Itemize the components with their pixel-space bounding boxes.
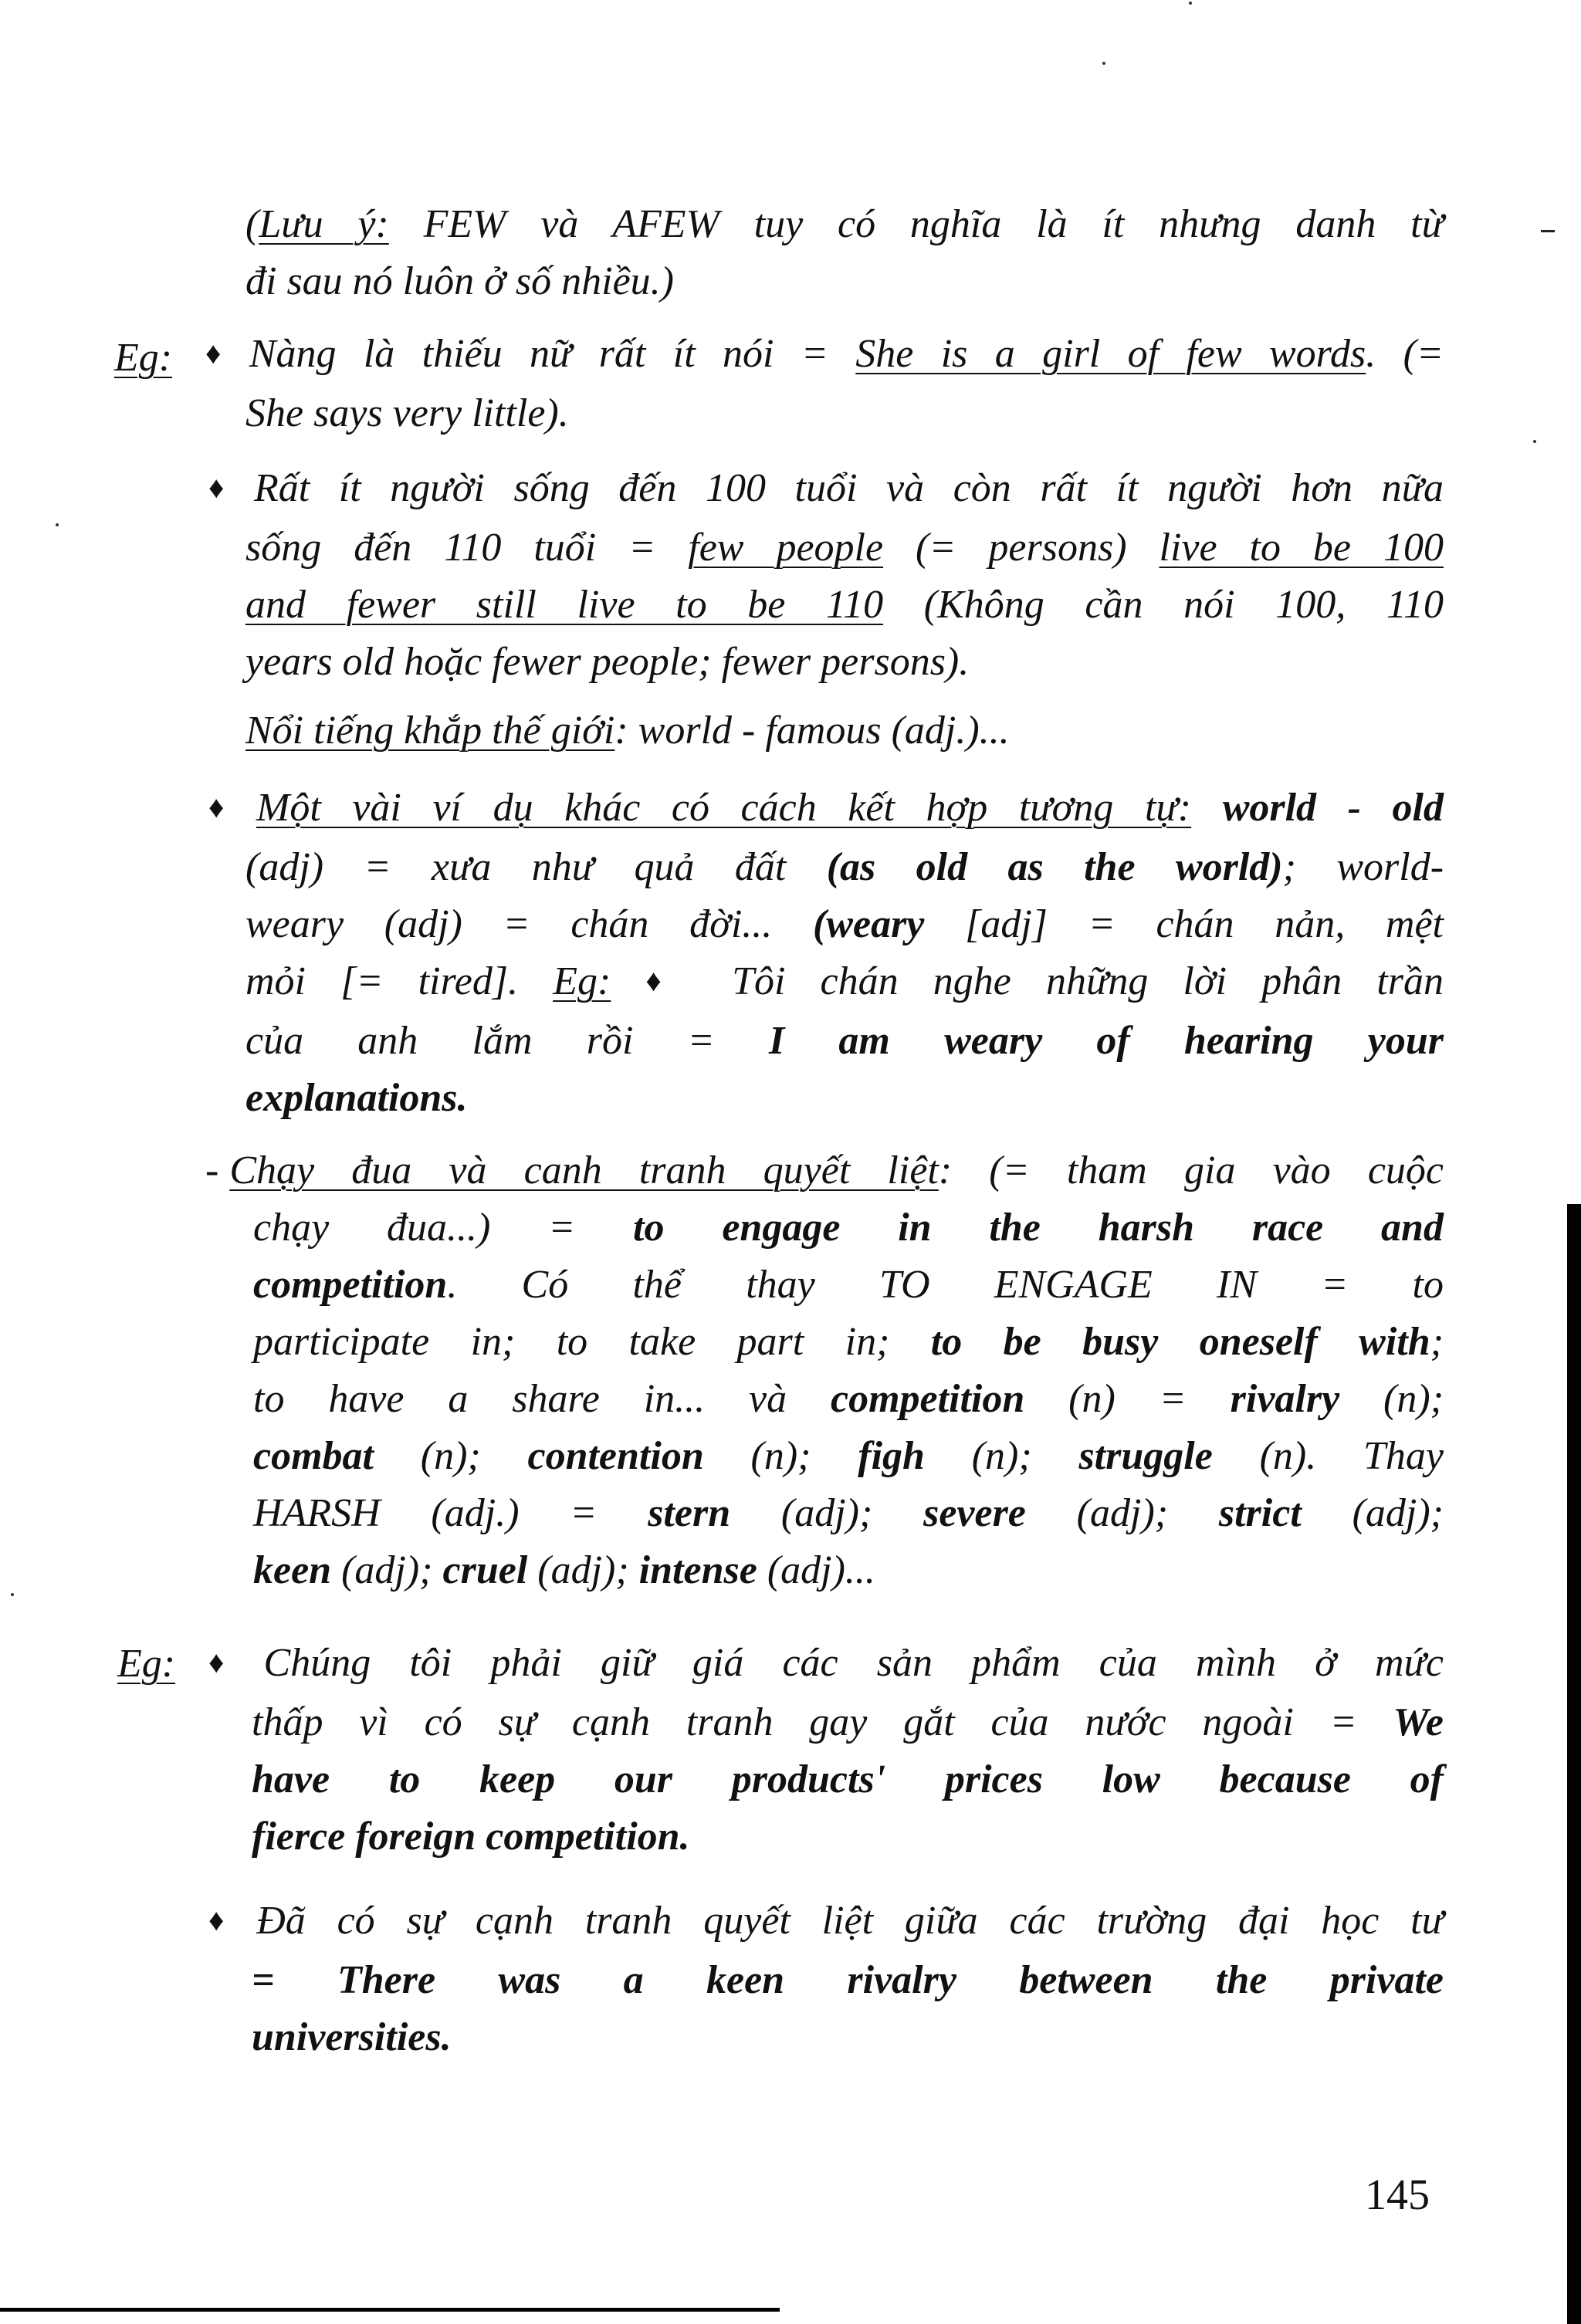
speck (1102, 62, 1105, 65)
similar-block: ♦ Một vài ví dụ khác có cách kết hợp tương tự: world - old (adj) = xưa như quả đất (as old as the world); world- weary (adj) = chán đời... (weary [adj] = chán nản, mệt mỏi [= tired]. Eg: ♦ Tôi chán nghe những lời phân trần của anh lắm rồi = I am weary of hearing your explanations. (208, 786, 1444, 1120)
bullet-icon: ♦ (205, 336, 239, 370)
famous-line: Nổi tiếng khắp thế giới: world - famous (adj.)... (245, 709, 1010, 753)
bullet-icon: ♦ (208, 790, 245, 824)
bottom-edge-line (0, 2308, 780, 2312)
eg2-bullet2: ♦ Đã có sự cạnh tranh quyết liệt giữa các trường đại học tư = There was a keen rivalry between the private universities. (208, 1899, 1444, 2059)
eg1-bullet1: ♦ Nàng là thiếu nữ rất ít nói = She is a girl of few words. (= She says very little). (205, 332, 1444, 435)
page-edge-shadow (1567, 1204, 1581, 2324)
note-label: Lưu ý: (259, 202, 389, 246)
page-number: 145 (1365, 2171, 1430, 2219)
margin-mark (1541, 230, 1555, 232)
speck (56, 523, 59, 526)
speck (1533, 440, 1536, 443)
bullet-icon: ♦ (645, 963, 686, 998)
race-block: - Chạy đua và canh tranh quyết liệt: (= tham gia vào cuộc chạy đua...) = to engage in the harsh race and competition. Có thể thay TO ENGAGE IN = to participate in; to take part in; to be busy oneself with; to have a share in... và competition (n) = rivalry (n); combat (n); contention (n); figh (n); struggle (n). Thay HARSH (adj.) = stern (adj); severe (adj); strict (adj); keen (adj); cruel (adj); intense (adj)... (205, 1148, 1444, 1592)
bullet-icon: ♦ (208, 1903, 246, 1937)
eg-label: Eg: (114, 336, 173, 380)
eg2-bullet1: ♦ Chúng tôi phải giữ giá các sản phẩm của mình ở mức thấp vì có sự cạnh tranh gay gắt của nước ngoài = We have to keep our products' prices low because of fierce foreign competition. (208, 1641, 1444, 1859)
speck (11, 1593, 14, 1596)
bullet-icon: ♦ (208, 470, 244, 505)
bullet-icon: ♦ (208, 1645, 253, 1680)
eg-label: Eg: (117, 1642, 176, 1686)
eg1-bullet2: ♦ Rất ít người sống đến 100 tuổi và còn rất ít người hơn nữa sống đến 110 tuổi = few people (= persons) live to be 100 and fewer still live to be 110 (Không cần nói 100, 110 years old hoặc fewer people; fewer persons). (208, 466, 1444, 684)
speck (1189, 2, 1192, 5)
note-block: (Lưu ý: FEW và AFEW tuy có nghĩa là ít nhưng danh từ đi sau nó luôn ở số nhiều.) (245, 202, 1444, 303)
